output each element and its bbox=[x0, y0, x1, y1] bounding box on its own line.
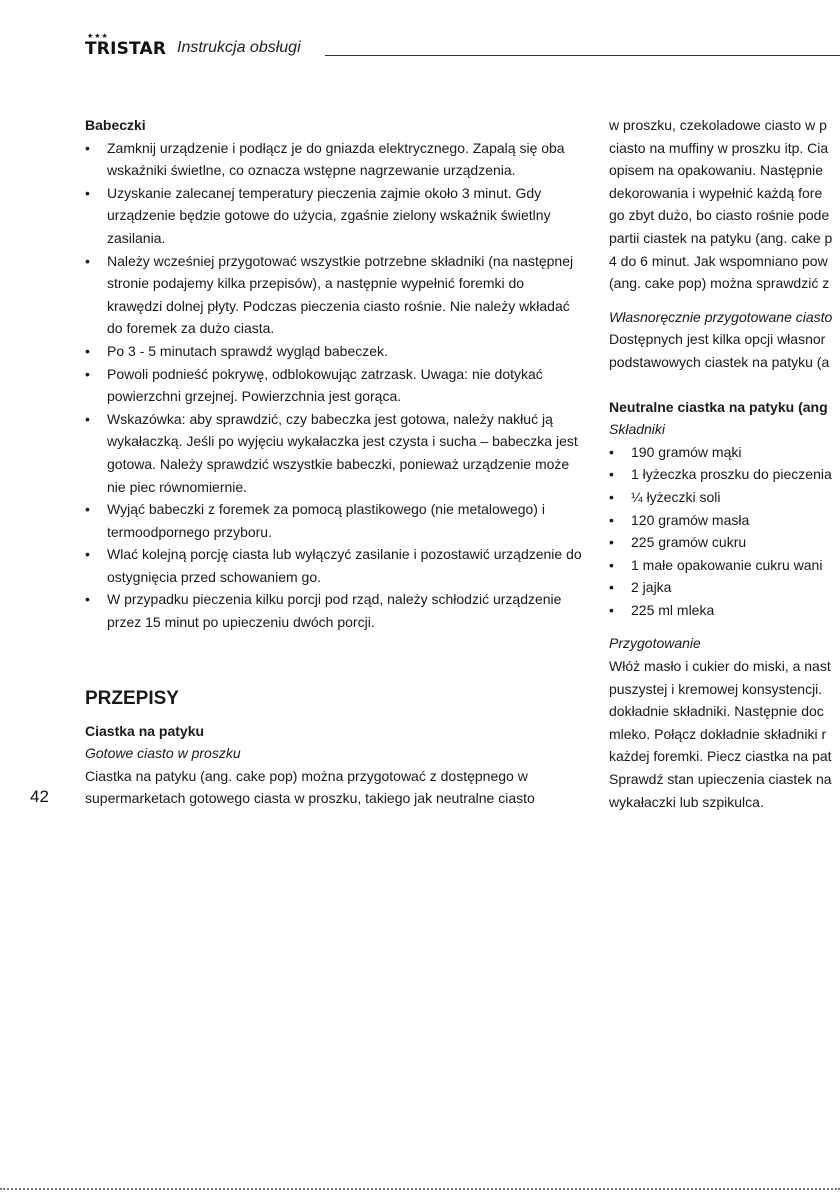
ingredient-item bbox=[609, 441, 840, 464]
cakepop-subheading: Gotowe ciasto w proszku bbox=[85, 745, 241, 762]
text-line: Dostępnych jest kilka opcji własnor bbox=[609, 331, 826, 348]
bullet-icon: • bbox=[609, 601, 614, 618]
babeczki-list-item-text: Zamknij urządzenie i podłącz je do gniazda elektrycznego. Zapalą się oba wskaźniki świetlne, co oznacza wstępne nagrzewanie urządzenia. bbox=[107, 139, 565, 179]
cakepop-paragraph: Ciastka na patyku (ang. cake pop) można przygotować z dostępnego w supermarketach gotowego ciasta w proszku, takiego jak neutralne ciasto bbox=[85, 767, 535, 807]
ingredient-item bbox=[609, 486, 840, 509]
babeczki-list-item-text: Wlać kolejną porcję ciasta lub wyłączyć zasilanie i pozostawić urządzenie do ostygnięcia przed schowaniem go. bbox=[107, 546, 582, 585]
bullet-icon: • bbox=[85, 342, 90, 359]
text-line: opisem na opakowaniu. Następnie bbox=[609, 162, 824, 179]
babeczki-list-item bbox=[85, 250, 582, 340]
bullet-icon: • bbox=[85, 365, 90, 382]
text-line: podstawowych ciastek na patyku (a bbox=[609, 353, 830, 370]
ingredient-item-text: 2 jajka bbox=[631, 579, 672, 596]
bullet-icon: • bbox=[85, 546, 90, 563]
ingredient-item-text: 225 gramów cukru bbox=[631, 534, 747, 551]
header-rule bbox=[325, 55, 840, 56]
crop-marks bbox=[0, 1188, 840, 1190]
ingredient-item-text: 190 gramów mąki bbox=[631, 443, 742, 460]
cakepop-paragraph-continued bbox=[609, 114, 840, 295]
ingredient-item bbox=[609, 531, 840, 554]
text-line: puszystej i kremowej konsystencji. bbox=[609, 680, 823, 697]
bullet-icon: • bbox=[85, 139, 90, 156]
ingredient-item bbox=[609, 463, 840, 486]
page-number: 42 bbox=[30, 787, 49, 806]
babeczki-list-item bbox=[85, 137, 582, 182]
ingredient-item bbox=[609, 554, 840, 577]
homemade-subheading: Własnoręcznie przygotowane ciasto bbox=[609, 308, 833, 325]
text-line: go zbyt dużo, bo ciasto rośnie pode bbox=[609, 207, 830, 224]
babeczki-list-item-text: Powoli podnieść pokrywę, odblokowując zatrzask. Uwaga: nie dotykać powierzchni grzejnej. Powierzchnia jest gorąca. bbox=[107, 365, 543, 405]
babeczki-list-item-text: Uzyskanie zalecanej temperatury pieczenia zajmie około 3 minut. Gdy urządzenie będzie gotowe do użycia, zgaśnie zielony wskaźnik świetlny zasilania. bbox=[107, 184, 551, 246]
babeczki-list-item bbox=[85, 543, 582, 588]
text-line: partii ciastek na patyku (ang. cake p bbox=[609, 229, 833, 246]
babeczki-list-item bbox=[85, 363, 582, 408]
babeczki-list-item-text: Wyjąć babeczki z foremek za pomocą plastikowego (nie metalowego) i termoodpornego przyboru. bbox=[107, 501, 545, 540]
preparation-subheading: Przygotowanie bbox=[609, 635, 701, 652]
babeczki-list-item bbox=[85, 182, 582, 250]
babeczki-list-item-text: Wskazówka: aby sprawdzić, czy babeczka jest gotowa, należy nakłuć ją wykałaczką. Jeśli po wyjęciu wykałaczka jest czysta i sucha – babeczka jest gotowa. Należy sprawdzić wszystkie babeczki, ponieważ urządzenie może nie piec równomiernie. bbox=[107, 410, 578, 495]
text-line: Sprawdź stan upieczenia ciastek na bbox=[609, 771, 832, 788]
ingredient-item-text: 225 ml mleka bbox=[631, 601, 715, 618]
bullet-icon: • bbox=[609, 534, 614, 551]
left-column bbox=[85, 114, 582, 810]
babeczki-list bbox=[85, 137, 582, 634]
ingredients-list bbox=[609, 441, 840, 622]
ingredient-item-text: 1 łyżeczka proszku do pieczenia bbox=[631, 466, 832, 483]
ingredient-item-text: ¼ łyżeczki soli bbox=[631, 488, 721, 505]
homemade-paragraph bbox=[609, 328, 840, 373]
text-line: 4 do 6 minut. Jak wspomniano pow bbox=[609, 252, 828, 269]
right-column bbox=[609, 114, 840, 813]
text-line: każdej foremki. Piecz ciastka na pat bbox=[609, 748, 832, 765]
cakepop-heading: Ciastka na patyku bbox=[85, 722, 205, 739]
ingredient-item-text: 1 małe opakowanie cukru wani bbox=[631, 556, 823, 573]
logo-wordmark: TRISTAR bbox=[85, 39, 167, 59]
babeczki-list-item bbox=[85, 588, 582, 633]
bullet-icon: • bbox=[85, 184, 90, 201]
preparation-paragraph bbox=[609, 655, 840, 813]
bullet-icon: • bbox=[85, 501, 90, 518]
bullet-icon: • bbox=[609, 488, 614, 505]
page-header bbox=[85, 33, 840, 63]
ingredient-item bbox=[609, 576, 840, 599]
logo-stars-icon: ★★★ bbox=[87, 33, 109, 40]
babeczki-list-item bbox=[85, 340, 582, 363]
bullet-icon: • bbox=[609, 579, 614, 596]
bullet-icon: • bbox=[609, 511, 614, 528]
ingredients-subheading: Składniki bbox=[609, 421, 666, 438]
bullet-icon: • bbox=[609, 466, 614, 483]
bullet-icon: • bbox=[609, 556, 614, 573]
bullet-icon: • bbox=[85, 591, 90, 608]
text-line: dekorowania i wypełnić każdą fore bbox=[609, 184, 823, 201]
bullet-icon: • bbox=[85, 252, 90, 269]
tristar-logo bbox=[85, 33, 173, 59]
text-line: wykałaczki lub szpikulca. bbox=[609, 793, 764, 810]
text-line: ciasto na muffiny w proszku itp. Cia bbox=[609, 139, 829, 156]
bullet-icon: • bbox=[609, 443, 614, 460]
text-line: mleko. Połącz dokładnie składniki r bbox=[609, 725, 827, 742]
babeczki-list-item-text: W przypadku pieczenia kilku porcji pod rząd, należy schłodzić urządzenie przez 15 minut po upieczeniu dwóch porcji. bbox=[107, 591, 562, 631]
text-line: dokładnie składniki. Następnie doc bbox=[609, 703, 824, 720]
babeczki-list-item bbox=[85, 498, 582, 543]
text-line: (ang. cake pop) można sprawdzić z bbox=[609, 275, 830, 292]
babeczki-list-item bbox=[85, 408, 582, 498]
section-title: PRZEPISY bbox=[85, 687, 179, 709]
header-title: Instrukcja obsługi bbox=[177, 39, 301, 56]
babeczki-list-item-text: Należy wcześniej przygotować wszystkie potrzebne składniki (na następnej stronie podajemy kilka przepisów), a następnie wypełnić foremki do krawędzi dolnej płyty. Podczas pieczenia ciasto rośnie. Nie należy wkładać do foremek za dużo ciasta. bbox=[107, 252, 574, 337]
babeczki-list-item-text: Po 3 - 5 minutach sprawdź wygląd babeczek. bbox=[107, 342, 388, 359]
ingredient-item bbox=[609, 599, 840, 622]
text-line: w proszku, czekoladowe ciasto w p bbox=[609, 117, 827, 133]
ingredient-item bbox=[609, 509, 840, 532]
ingredient-item-text: 120 gramów masła bbox=[631, 511, 750, 528]
bullet-icon: • bbox=[85, 410, 90, 427]
neutral-cakepop-heading: Neutralne ciastka na patyku (ang bbox=[609, 398, 828, 415]
babeczki-heading: Babeczki bbox=[85, 117, 146, 133]
text-line: Włóż masło i cukier do miski, a nast bbox=[609, 658, 831, 675]
